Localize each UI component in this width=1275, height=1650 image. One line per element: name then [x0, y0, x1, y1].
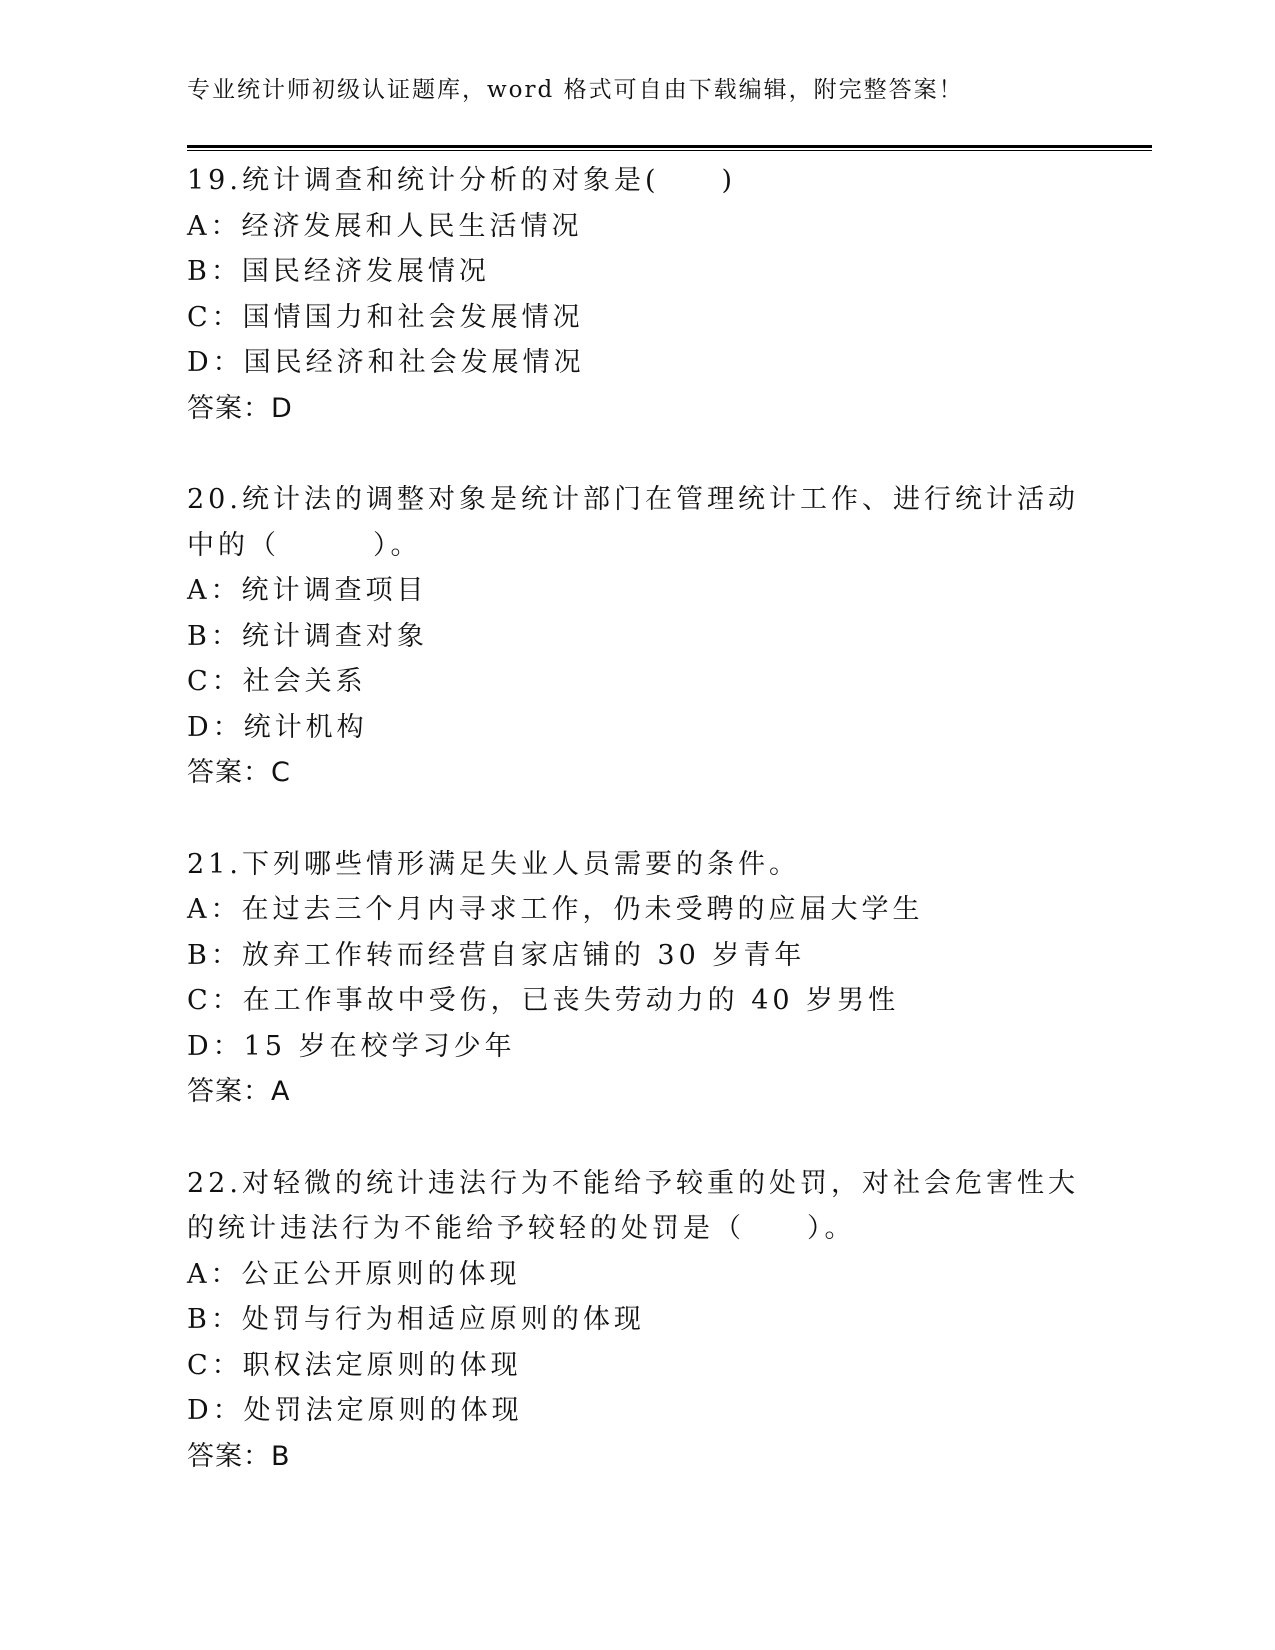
option-c: C：职权法定原则的体现 [187, 1349, 522, 1381]
question-stem: 22.对轻微的统计违法行为不能给予较重的处罚，对社会危害性大的统计违法行为不能给予较轻的处罚是（ ）。 [187, 1167, 1079, 1244]
option-c: C：社会关系 [187, 666, 367, 697]
option-b: B：放弃工作转而经营自家店铺的 30 岁青年 [187, 939, 806, 971]
question-stem: 19.统计调查和统计分析的对象是( ) [187, 165, 737, 196]
question-22 [187, 1161, 1087, 1480]
document-header: 专业统计师初级认证题库，word 格式可自由下载编辑，附完整答案！ [187, 77, 964, 103]
option-b: B：处罚与行为相适应原则的体现 [187, 1304, 645, 1335]
question-stem: 21.下列哪些情形满足失业人员需要的条件。 [187, 848, 800, 880]
option-d: D：统计机构 [187, 711, 368, 743]
question-stem: 20.统计法的调整对象是统计部门在管理统计工作、进行统计活动中的（ ）。 [187, 484, 1079, 561]
option-a: A：统计调查项目 [187, 575, 428, 606]
header-divider-thick [187, 145, 1152, 148]
option-a: A：经济发展和人民生活情况 [187, 210, 583, 242]
option-b: B：统计调查对象 [187, 620, 428, 652]
answer-label: 答案：D [187, 392, 293, 424]
answer-label: 答案：A [187, 1076, 291, 1107]
question-20 [187, 477, 1087, 796]
option-d: D：处罚法定原则的体现 [187, 1395, 523, 1426]
option-d: D：15 岁在校学习少年 [187, 1030, 516, 1062]
question-21 [187, 842, 1087, 1115]
header-divider-thin [187, 150, 1152, 151]
option-b: B：国民经济发展情况 [187, 256, 490, 287]
answer-label: 答案：B [187, 1440, 291, 1472]
question-list [187, 158, 1087, 1525]
option-a: A：公正公开原则的体现 [187, 1258, 521, 1290]
option-c: C：国情国力和社会发展情况 [187, 301, 584, 333]
question-19 [187, 158, 1087, 431]
option-a: A：在过去三个月内寻求工作，仍未受聘的应届大学生 [187, 894, 924, 925]
option-c: C：在工作事故中受伤，已丧失劳动力的 40 岁男性 [187, 985, 900, 1016]
option-d: D：国民经济和社会发展情况 [187, 347, 585, 378]
answer-label: 答案：C [187, 757, 291, 788]
